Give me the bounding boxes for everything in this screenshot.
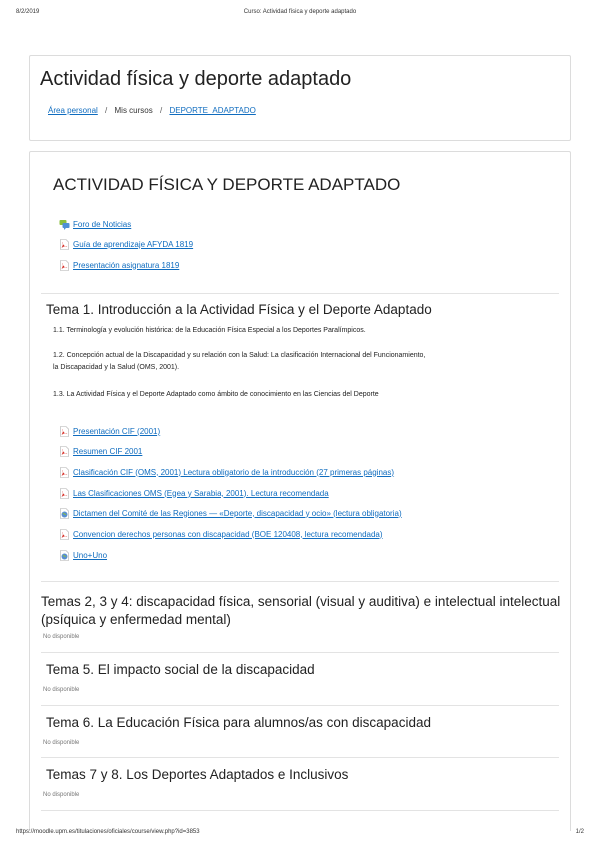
section-divider — [41, 293, 559, 294]
course-content — [29, 151, 571, 831]
activity-link[interactable]: Las Clasificaciones OMS (Egea y Sarabia, 2001). Lectura recomendada — [73, 488, 329, 498]
pdf-icon — [59, 239, 70, 250]
activity-link[interactable]: Guía de aprendizaje AFYDA 1819 — [73, 239, 194, 249]
print-header — [16, 9, 584, 19]
activity-uno-mas-uno[interactable] — [59, 548, 107, 562]
print-url: https://moodle.upm.es/titulaciones/oficiales/course/view.php?id=3853 — [16, 829, 200, 835]
activity-link[interactable]: Presentación CIF (2001) — [73, 426, 161, 436]
section-title-tema-1[interactable]: Tema 1. Introducción a la Actividad Física y el Deporte Adaptado — [46, 302, 432, 317]
pdf-icon — [59, 467, 70, 478]
section-availability: No disponible — [43, 687, 80, 693]
activity-link[interactable]: Convencion derechos personas con discapacidad (BOE 120408, lectura recomendada) — [73, 529, 383, 539]
print-page-title: Curso: Actividad física y deporte adaptado — [243, 9, 357, 15]
section-divider — [41, 705, 559, 706]
page-header — [29, 55, 571, 141]
breadcrumb-area-personal[interactable]: Área personal — [48, 106, 98, 115]
pdf-icon — [59, 529, 70, 540]
section-divider — [41, 757, 559, 758]
url-icon — [59, 550, 70, 561]
course-heading: ACTIVIDAD FÍSICA Y DEPORTE ADAPTADO — [53, 175, 401, 194]
activity-guia-aprendizaje[interactable] — [59, 237, 193, 251]
forum-icon — [59, 219, 70, 230]
section-availability: No disponible — [43, 792, 80, 798]
breadcrumb-mis-cursos: Mis cursos — [114, 106, 153, 115]
activity-dictamen-comite[interactable] — [59, 506, 402, 520]
breadcrumb-separator: / — [159, 106, 163, 115]
section-divider — [41, 652, 559, 653]
breadcrumb-separator: / — [105, 106, 108, 115]
pdf-icon — [59, 488, 70, 499]
breadcrumb — [48, 106, 256, 115]
activity-link[interactable]: Foro de Noticias — [73, 219, 132, 229]
activity-foro-noticias[interactable] — [59, 217, 131, 231]
activity-link[interactable]: Dictamen del Comité de las Regiones — «Deporte, discapacidad y ocio» (lectura obligatoria) — [73, 508, 402, 518]
section-title-temas-2-3-4[interactable]: Temas 2, 3 y 4: discapacidad física, sensorial (visual y auditiva) e intelectual intelectual (psíquica y enfermedad mental) — [41, 594, 561, 627]
activity-presentacion-asignatura[interactable] — [59, 258, 179, 272]
section-availability: No disponible — [43, 634, 80, 640]
section-summary-line: 1.3. La Actividad Física y el Deporte Adaptado como ámbito de conocimiento en las Ciencias del Deporte — [53, 391, 379, 398]
section-divider — [41, 581, 559, 582]
section-summary-line: la Discapacidad y la Salud (OMS, 2001). — [53, 364, 180, 371]
print-footer — [16, 829, 584, 839]
section-divider — [41, 810, 559, 811]
activity-link[interactable]: Presentación asignatura 1819 — [73, 260, 180, 270]
activity-link[interactable]: Resumen CIF 2001 — [73, 446, 143, 456]
activity-clasificacion-cif[interactable] — [59, 465, 394, 479]
activity-presentacion-cif[interactable] — [59, 424, 160, 438]
activity-clasificaciones-oms[interactable] — [59, 486, 329, 500]
section-availability: No disponible — [43, 740, 80, 746]
activity-link[interactable]: Uno+Uno — [73, 550, 108, 560]
section-title-tema-5[interactable]: Tema 5. El impacto social de la discapacidad — [46, 662, 315, 677]
pdf-icon — [59, 426, 70, 437]
breadcrumb-course[interactable]: DEPORTE_ADAPTADO — [169, 106, 256, 115]
activity-link[interactable]: Clasificación CIF (OMS, 2001) Lectura obligatorio de la introducción (27 primeras páginas) — [73, 467, 395, 477]
url-icon — [59, 508, 70, 519]
print-page-number: 1/2 — [575, 829, 584, 835]
section-summary-line: 1.1. Terminología y evolución histórica: de la Educación Física Especial a los Deportes Paralímpicos. — [53, 327, 366, 334]
section-title-temas-7-8[interactable]: Temas 7 y 8. Los Deportes Adaptados e Inclusivos — [46, 767, 349, 782]
activity-resumen-cif[interactable] — [59, 444, 142, 458]
page-title: Actividad física y deporte adaptado — [40, 68, 352, 90]
pdf-icon — [59, 446, 70, 457]
print-date: 8/2/2019 — [16, 9, 40, 15]
activity-convencion-derechos[interactable] — [59, 527, 383, 541]
section-summary-line: 1.2. Concepción actual de la Discapacidad y su relación con la Salud: La clasificación Internacional del Funcionamiento, — [53, 352, 426, 359]
pdf-icon — [59, 260, 70, 271]
section-title-tema-6[interactable]: Tema 6. La Educación Física para alumnos/as con discapacidad — [46, 715, 431, 730]
